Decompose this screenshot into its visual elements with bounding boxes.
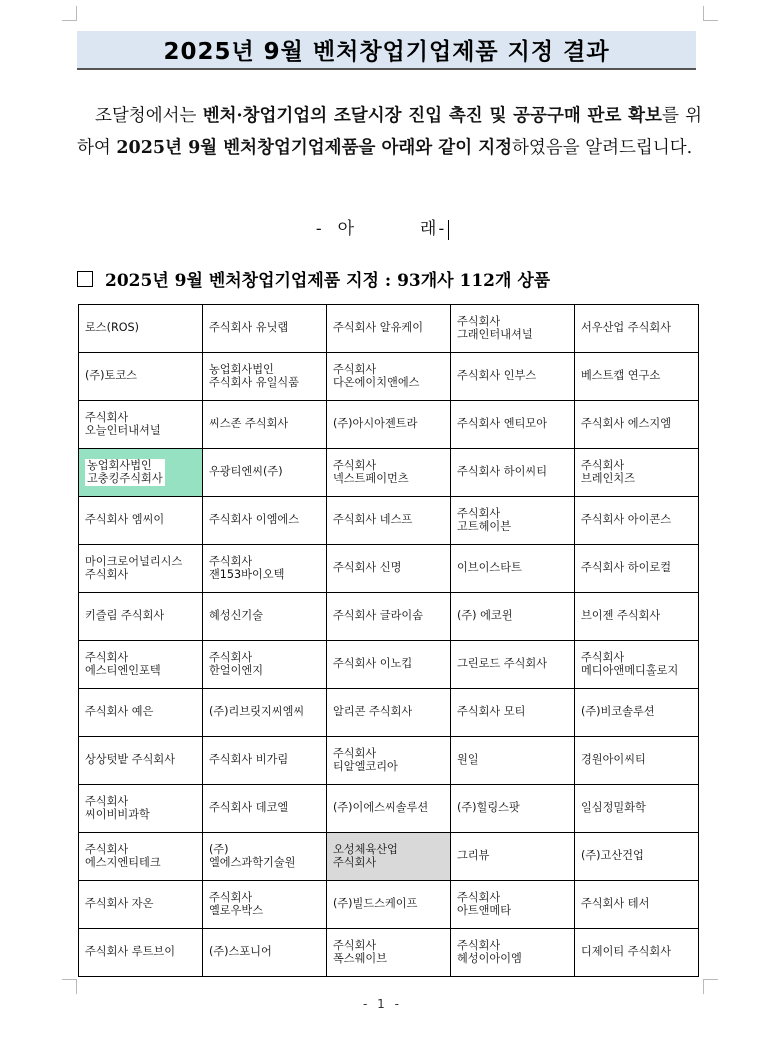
table-cell: 주식회사 하이로컬 [575, 545, 699, 593]
table-cell: 주식회사 글라이솜 [327, 593, 451, 641]
table-cell: 경원아이씨티 [575, 737, 699, 785]
table-cell: 원일 [451, 737, 575, 785]
table-cell: 이브이스타트 [451, 545, 575, 593]
intro-part-3: 를 위하여 [77, 106, 702, 158]
table-cell: 주식회사 네스프 [327, 497, 451, 545]
table-cell: 주식회사 테서 [575, 881, 699, 929]
table-cell: 주식회사 헤성이아이엠 [451, 929, 575, 977]
table-cell: 로스(ROS) [79, 305, 203, 353]
table-row [79, 689, 699, 737]
text-cursor [448, 220, 449, 240]
table-cell: 주식회사 잰153바이오텍 [203, 545, 327, 593]
table-cell: 주식회사 인부스 [451, 353, 575, 401]
table-row [79, 881, 699, 929]
table-cell: 주식회사 다온에이치앤에스 [327, 353, 451, 401]
table-cell: 주식회사 한얼이엔지 [203, 641, 327, 689]
table-cell: 주식회사 엠씨이 [79, 497, 203, 545]
table-row [79, 497, 699, 545]
table-cell: 오성체육산업 주식회사 [327, 833, 451, 881]
crop-mark-top-left [62, 6, 77, 21]
table-row [79, 401, 699, 449]
table-cell: (주)리브릿지씨엠씨 [203, 689, 327, 737]
table-cell: 일심정밀화학 [575, 785, 699, 833]
table-cell: 주식회사 신명 [327, 545, 451, 593]
table-cell: 주식회사 아트앤메타 [451, 881, 575, 929]
table-cell: 주식회사 이엠에스 [203, 497, 327, 545]
table-cell: (주) 에코윈 [451, 593, 575, 641]
table-cell: 브이젠 주식회사 [575, 593, 699, 641]
below-marker [0, 214, 765, 240]
table-cell: (주)고산건업 [575, 833, 699, 881]
page-number: - 1 - [363, 997, 402, 1011]
table-cell: (주)비코솔루션 [575, 689, 699, 737]
table-cell: 주식회사 루트브이 [79, 929, 203, 977]
table-cell: 주식회사 예은 [79, 689, 203, 737]
table-cell: 주식회사 에스지엠 [575, 401, 699, 449]
crop-mark-top-right [703, 6, 718, 21]
company-table-body [79, 305, 699, 977]
table-cell: 베스트캡 연구소 [575, 353, 699, 401]
table-cell: 주식회사 씨이비비과학 [79, 785, 203, 833]
table-cell: 주식회사 데코엘 [203, 785, 327, 833]
table-cell: 주식회사 그래인터내셔널 [451, 305, 575, 353]
below-char-a: 아 [337, 219, 356, 239]
table-row [79, 593, 699, 641]
table-row [79, 785, 699, 833]
table-cell: 우광티엔씨(주) [203, 449, 327, 497]
table-cell: 마이크로어널리시스 주식회사 [79, 545, 203, 593]
table-row [79, 641, 699, 689]
table-cell [79, 449, 203, 497]
table-cell: 주식회사 유닛랩 [203, 305, 327, 353]
table-cell: 씨스존 주식회사 [203, 401, 327, 449]
table-cell: 주식회사 이노킵 [327, 641, 451, 689]
company-table [78, 304, 699, 977]
table-cell: (주) 엘에스과학기술원 [203, 833, 327, 881]
table-row [79, 305, 699, 353]
table-cell: 혜성신기술 [203, 593, 327, 641]
section-heading [77, 266, 717, 291]
table-cell: 주식회사 에스지엔티테크 [79, 833, 203, 881]
table-cell: 그린로드 주식회사 [451, 641, 575, 689]
table-cell: 주식회사 고트헤이븐 [451, 497, 575, 545]
table-cell: 서우산업 주식회사 [575, 305, 699, 353]
table-row [79, 833, 699, 881]
table-cell: 주식회사 자온 [79, 881, 203, 929]
intro-paragraph [77, 100, 702, 164]
table-cell: 주식회사 에스티엔인포텍 [79, 641, 203, 689]
table-cell: 주식회사 하이씨티 [451, 449, 575, 497]
below-char-rae: 래 [420, 219, 439, 239]
table-cell: 주식회사 넥스트페이먼츠 [327, 449, 451, 497]
table-cell: (주)이에스씨솔루션 [327, 785, 451, 833]
table-cell: 그리뷰 [451, 833, 575, 881]
table-cell: 주식회사 브레인치즈 [575, 449, 699, 497]
table-cell: 주식회사 모티 [451, 689, 575, 737]
below-dash-end: - [438, 219, 447, 239]
table-row [79, 737, 699, 785]
highlighted-cell-text: 농업회사법인 고충킹주식회사 [87, 459, 163, 485]
crop-mark-bottom-right [703, 979, 718, 994]
table-row [79, 545, 699, 593]
table-cell: 주식회사 알유케이 [327, 305, 451, 353]
table-row [79, 449, 699, 497]
table-cell: 주식회사 아이콘스 [575, 497, 699, 545]
table-cell: 주식회사 티알엘코리아 [327, 737, 451, 785]
intro-part-5: 하였음을 알려드립니다. [512, 138, 693, 158]
table-cell: 키즐림 주식회사 [79, 593, 203, 641]
title-box [77, 31, 696, 70]
table-cell: 주식회사 옐로우박스 [203, 881, 327, 929]
table-row [79, 929, 699, 977]
below-dash: - [315, 219, 324, 239]
table-cell: 디제이티 주식회사 [575, 929, 699, 977]
table-cell: (주)아시아젠트라 [327, 401, 451, 449]
table-cell: 알리콘 주식회사 [327, 689, 451, 737]
table-cell: 주식회사 비가림 [203, 737, 327, 785]
section-heading-text: 2025년 9월 벤처창업기업제품 지정 : 93개사 112개 상품 [105, 271, 551, 291]
table-row [79, 353, 699, 401]
table-cell: (주)빌드스케이프 [327, 881, 451, 929]
intro-part-1: 조달청에서는 [95, 106, 203, 126]
table-cell: 농업회사법인 주식회사 유일식품 [203, 353, 327, 401]
table-cell: 주식회사 메디아앤메디홀로지 [575, 641, 699, 689]
intro-part-2: 벤처·창업기업의 조달시장 진입 촉진 및 공공구매 판로 확보 [202, 106, 662, 126]
page-title: 2025년 9월 벤처창업기업제품 지정 결과 [163, 39, 610, 65]
table-cell: (주)힐링스팟 [451, 785, 575, 833]
table-cell: 주식회사 폭스웨이브 [327, 929, 451, 977]
table-cell: (주)스포니어 [203, 929, 327, 977]
intro-part-4: 2025년 9월 벤처창업기업제품을 아래와 같이 지정 [116, 138, 513, 158]
table-cell: (주)토코스 [79, 353, 203, 401]
table-cell: 주식회사 엔티모아 [451, 401, 575, 449]
table-cell: 주식회사 오늘인터내셔널 [79, 401, 203, 449]
table-cell: 상상텃밭 주식회사 [79, 737, 203, 785]
checkbox-square-icon [77, 271, 93, 287]
crop-mark-bottom-left [62, 979, 77, 994]
